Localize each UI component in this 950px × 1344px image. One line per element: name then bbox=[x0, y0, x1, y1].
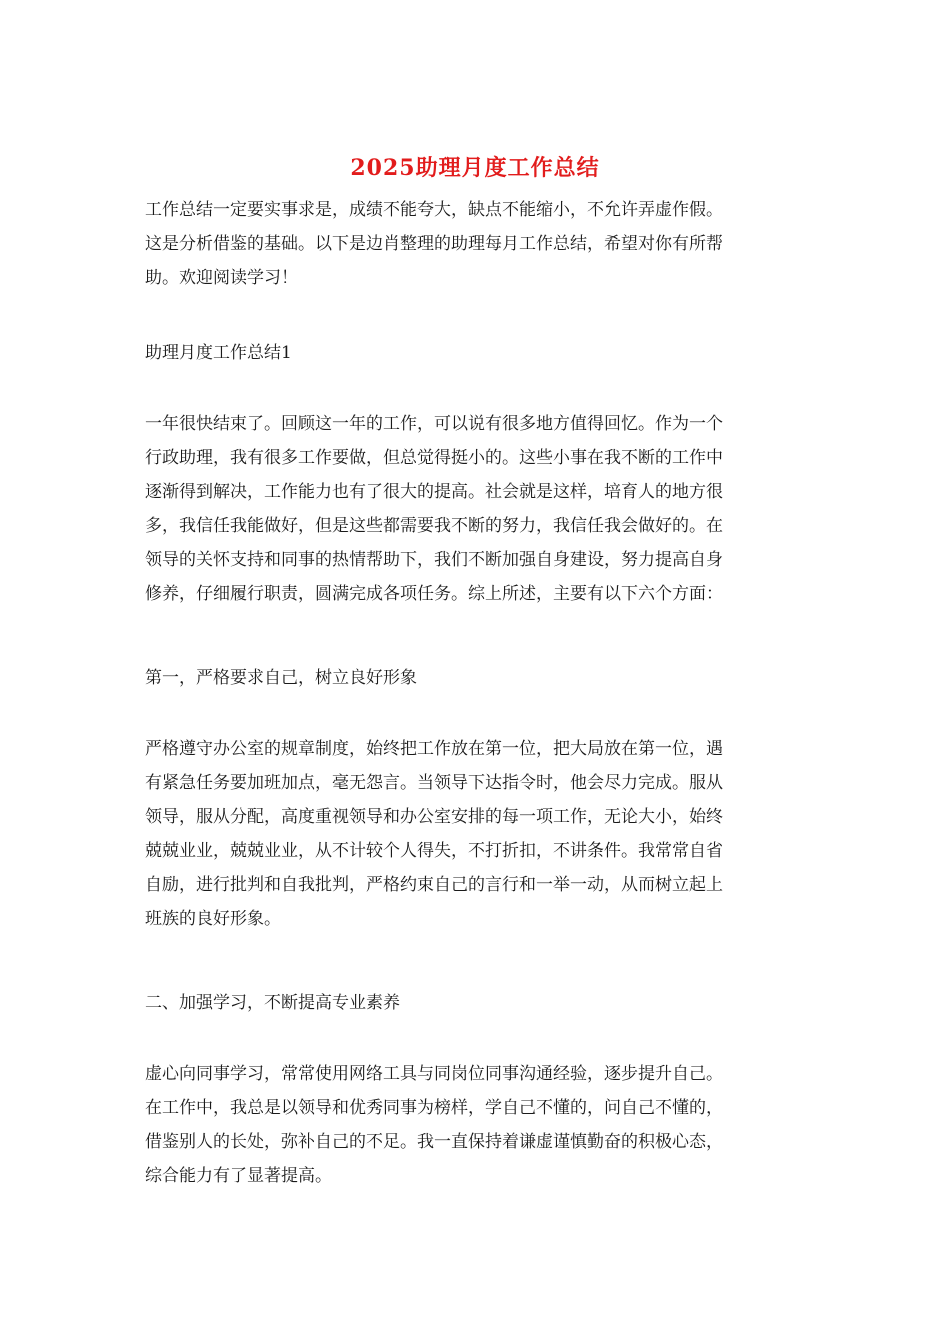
paragraph-1 bbox=[145, 407, 805, 611]
heading-2: 二、加强学习，不断提高专业素养 bbox=[145, 993, 400, 1013]
intro-line: 工作总结一定要实事求是，成绩不能夸大，缺点不能缩小，不允许弄虚作假。 bbox=[145, 200, 723, 220]
section-title: 助理月度工作总结1 bbox=[145, 343, 292, 363]
paragraph-line: 修养，仔细履行职责，圆满完成各项任务。综上所述，主要有以下六个方面： bbox=[145, 584, 723, 604]
paragraph-line: 借鉴别人的长处，弥补自己的不足。我一直保持着谦虚谨慎勤奋的积极心态， bbox=[145, 1132, 723, 1152]
paragraph-line: 领导的关怀支持和同事的热情帮助下，我们不断加强自身建设，努力提高自身 bbox=[145, 550, 723, 570]
paragraph-line: 严格遵守办公室的规章制度，始终把工作放在第一位，把大局放在第一位，遇 bbox=[145, 739, 723, 759]
paragraph-line: 领导，服从分配，高度重视领导和办公室安排的每一项工作，无论大小，始终 bbox=[145, 807, 723, 827]
paragraph-2 bbox=[145, 732, 805, 936]
paragraph-line: 自励，进行批判和自我批判，严格约束自己的言行和一举一动，从而树立起上 bbox=[145, 875, 723, 895]
intro-paragraph bbox=[145, 193, 805, 295]
paragraph-line: 有紧急任务要加班加点，毫无怨言。当领导下达指令时，他会尽力完成。服从 bbox=[145, 773, 723, 793]
paragraph-line: 行政助理，我有很多工作要做，但总觉得挺小的。这些小事在我不断的工作中 bbox=[145, 448, 723, 468]
paragraph-line: 多，我信任我能做好，但是这些都需要我不断的努力，我信任我会做好的。在 bbox=[145, 516, 723, 536]
heading-1: 第一，严格要求自己，树立良好形象 bbox=[145, 668, 417, 688]
paragraph-line: 逐渐得到解决，工作能力也有了很大的提高。社会就是这样，培育人的地方很 bbox=[145, 482, 723, 502]
paragraph-line: 班族的良好形象。 bbox=[145, 909, 281, 929]
paragraph-line: 综合能力有了显著提高。 bbox=[145, 1166, 332, 1186]
document-title: 2025助理月度工作总结 bbox=[350, 155, 600, 181]
intro-line: 这是分析借鉴的基础。以下是边肖整理的助理每月工作总结，希望对你有所帮 bbox=[145, 234, 723, 254]
paragraph-line: 虚心向同事学习，常常使用网络工具与同岗位同事沟通经验，逐步提升自己。 bbox=[145, 1064, 723, 1084]
paragraph-line: 在工作中，我总是以领导和优秀同事为榜样，学自己不懂的，问自己不懂的， bbox=[145, 1098, 723, 1118]
paragraph-line: 兢兢业业，兢兢业业，从不计较个人得失，不打折扣，不讲条件。我常常自省 bbox=[145, 841, 723, 861]
paragraph-line: 一年很快结束了。回顾这一年的工作，可以说有很多地方值得回忆。作为一个 bbox=[145, 414, 723, 434]
paragraph-3 bbox=[145, 1057, 805, 1193]
intro-line: 助。欢迎阅读学习！ bbox=[145, 268, 298, 288]
